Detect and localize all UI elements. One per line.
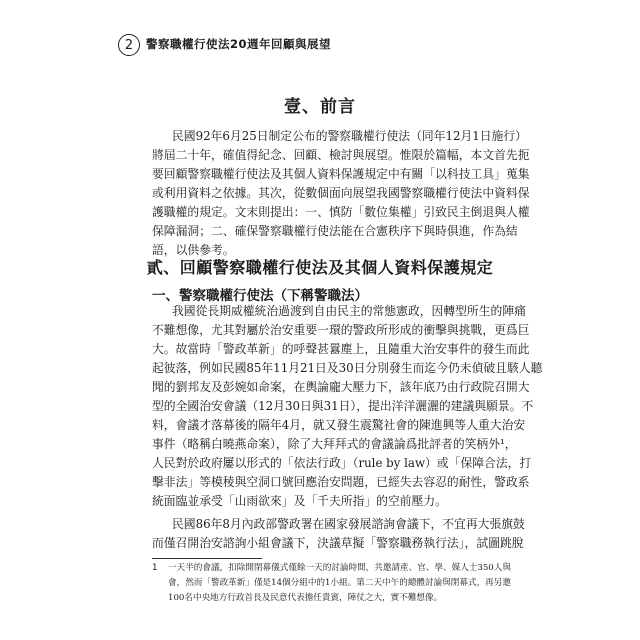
running-header-title: 警察職權行使法20週年回顧與展望 [146, 37, 332, 51]
footnote-line: 一天半的會議，扣除開閉幕儀式僅餘一天的討論時間，共邀請產、官、學、媒人士350人與 [168, 563, 511, 573]
section-heading-intro: 壹、前言 [284, 97, 356, 117]
section-heading-review: 貳、回顧警察職權行使法及其個人資料保護規定 [146, 258, 494, 277]
review-paragraph-line: 而僅召開治安諮詢小組會議下，決議草擬「警察職務執行法」，試圖跳脫 [152, 536, 524, 550]
intro-paragraph-line: 民國92年6月25日制定公布的警察職權行使法（同年12月1日施行） [172, 129, 527, 143]
review-paragraph-line: 民國86年8月內政部警政署在國家發展諮詢會議下，不宜再大張旗鼓 [172, 517, 525, 531]
review-paragraph-line: 統面臨並承受「山雨欲來」及「千夫所指」的空前壓力。 [152, 494, 447, 508]
review-paragraph-line: 料，會議才落幕後的隔年4月，就又發生震驚社會的陳進興等人重大治安 [152, 418, 526, 432]
review-paragraph-line: 起彼落，例如民國85年11月21日及30日分別發生而迄今仍未偵破且駭人聽 [152, 361, 543, 375]
footnote-marker: 1 [152, 563, 158, 573]
page-number: 2 [118, 34, 140, 56]
intro-paragraph-line: 將屆二十年，確值得紀念、回顧、檢討與展望。惟限於篇幅，本文首先扼 [152, 148, 530, 162]
review-paragraph-line: 大。故當時「警政革新」的呼聲甚囂塵上，且隨重大治安事件的發生而此 [152, 342, 530, 356]
intro-paragraph-line: 護職權的規定。文末則提出：一、慎防「數位集權」引致民主倒退與人權 [152, 205, 530, 219]
footnote-line: 100名中央地方行政首長及民意代表擔任貴賓，陣仗之大，實不難想像。 [168, 593, 443, 603]
intro-paragraph-line: 要回顧警察職權行使法及其個人資料保護規定中有關「以科技工具」蒐集 [152, 167, 530, 181]
review-paragraph-line: 型的全國治安會議（12月30日與31日），提出洋洋灑灑的建議與願景。不 [152, 399, 534, 413]
review-paragraph-line: 聞的劉邦友及彭婉如命案，在輿論龐大壓力下，該年底乃由行政院召開大 [152, 380, 530, 394]
intro-paragraph-line: 保障漏洞；二、確保警察職權行使法能在合憲秩序下與時俱進，作為結 [152, 224, 518, 238]
intro-paragraph-line: 或利用資料之依據。其次，從數個面向展望我國警察職權行使法中資料保 [152, 186, 530, 200]
subsection-heading: 一、警察職權行使法（下稱警職法） [152, 288, 368, 304]
review-paragraph-line: 人民對於政府屢以形式的「依法行政」（rule by law）或「保障合法，打 [152, 456, 532, 470]
review-paragraph-line: 不難想像，尤其對屬於治安重要一環的警政所形成的衝擊與挑戰，更爲巨 [152, 323, 530, 337]
footnote-divider [152, 558, 262, 559]
intro-paragraph-line: 語，以供參考。 [152, 243, 235, 257]
review-paragraph-line: 事件（略稱白曉燕命案），除了大拜拜式的會議論爲批評者的笑柄外¹， [152, 437, 517, 451]
footnote-line: 會，然而「警政革新」僅是14個分組中的1小組。第二天中午的總體討論與閉幕式，再另邀 [168, 578, 511, 588]
review-paragraph-line: 擊非法」等模稜與空洞口號回應治安問題，已經失去容忍的耐性，警政系 [152, 475, 530, 489]
review-paragraph-line: 我國從長期威權統治過渡到自由民主的常態憲政，因轉型所生的陣痛 [172, 304, 526, 318]
